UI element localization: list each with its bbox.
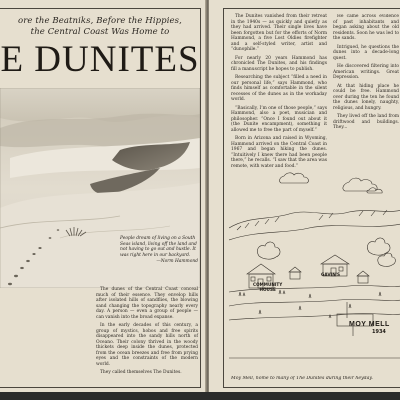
body-paragraph: At that hiding place he could be free. Hammond over during the ten he found the dunes lonely, naughty, religious, and hungry. [333, 83, 399, 111]
map-label-line: HOUSE [259, 287, 276, 292]
body-paragraph: Researching the subject “filled a need in our personal life,” says Hammond, who finds himself as comfortable in the silent recesses of the dunes as in the workaday world. [231, 75, 327, 102]
moy-mell-illustration [229, 168, 400, 370]
right-column-1 [231, 14, 327, 172]
body-paragraph: They lived off the land from driftwood and buildings. They... [333, 114, 399, 130]
body-paragraph: Intrigued, he questions the dunes into a decade-long quest. [333, 44, 399, 61]
body-paragraph: He came across evidence of past inhabitants and began asking about the old residents. Soon he was led to the sands. [333, 14, 399, 41]
body-paragraph: They called themselves The Dunites. [100, 370, 182, 375]
left-body-text [96, 287, 198, 379]
kicker-line-2: the Central Coast Was Home to [30, 27, 170, 37]
kicker-line-1: ore the Beatniks, Before the Hippies, [18, 16, 182, 26]
article-kicker [0, 16, 200, 38]
body-paragraph: Born in Arizona and raised in Wyoming, Hammond arrived on the Central Coast in 1967 and began hiking the dunes. “Intuitively I knew there had been people there,” he recalls. “I saw that the area was remote, with water and food.” [231, 136, 327, 169]
body-paragraph: For nearly 20 years Hammond has chronicled The Dunites, and his findings fill a manuscript he hopes to publish. [231, 55, 327, 72]
bottom-edge-shadow [0, 392, 400, 400]
body-paragraph: In the early decades of this century, a group of mystics, hobos and free spirits disappeared into the sandy hills north of Oceano. Their colony thrived in the woody thickets deep inside the dunes, protected from the ocean breezes and free from prying eyes and the constraints of the modern world. [96, 323, 198, 367]
photo-caption [120, 236, 198, 265]
moy-mell-sign-title: MOY MELL [349, 321, 390, 328]
caption-line: People dream of living on a South Seas island, [120, 236, 196, 247]
body-paragraph: He discovered filtering into American writings. Great Depression. [333, 64, 399, 80]
caption-line: living off the land and not having to go out and [120, 241, 197, 253]
article-headline: E DUNITES [0, 40, 200, 80]
body-paragraph: The dunes of the Central Coast conceal much of their essence. They envelop hills after isolated hills of sandflies, the blowing sand changing the topography nearly every day. A person — even a group of people — can vanish into the broad expanse. [96, 287, 198, 320]
moy-mell-sign-year: 1934 [372, 329, 386, 335]
right-column-2 [333, 14, 399, 134]
caption-attribution: —Norm Hammond [156, 259, 198, 265]
map-label-line: COMMUNITY [253, 282, 283, 287]
caption-line: hustle. It was right here in our backyard. [120, 247, 196, 258]
gavins-label: GAVIN'S [321, 272, 340, 277]
body-paragraph: “Basically, I’m one of those people,” says Hammond, also a poet, musician and philosopher. “Once I found out about it (the Dunite encampment), something it allowed me to free the part of myself.” [231, 105, 327, 133]
illustration-caption: Moy Mell, home to many of The Dunites during their heyday. [231, 376, 373, 381]
body-paragraph: The Dunites vanished from their retreat in the 1940s — as quickly and quietly as they had arrived. Their single lives have been forgotten but for the efforts of Norm Hammond, a five Lost Oldies firefighter and a self-styled writer, artist and “dunophile.” [231, 14, 327, 52]
community-house-label [253, 282, 282, 292]
right-page [209, 0, 400, 392]
